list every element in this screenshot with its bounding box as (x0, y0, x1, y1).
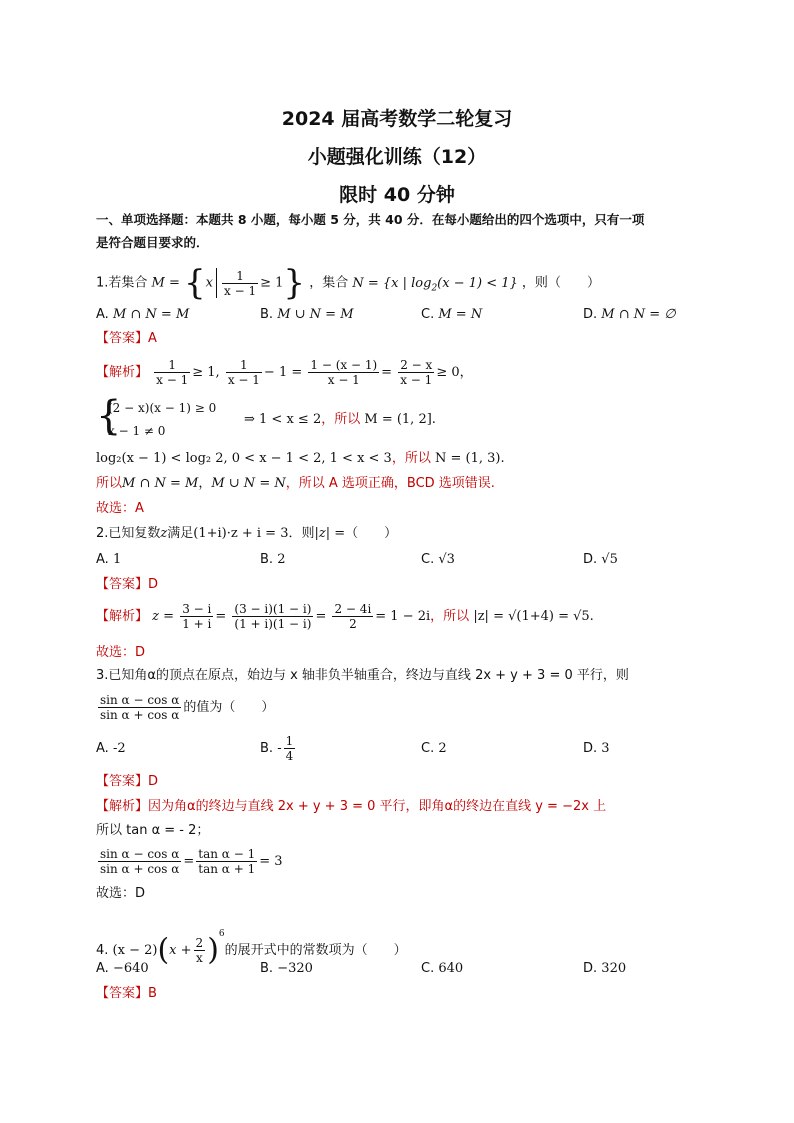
q2-choose: 故选：D (96, 645, 146, 660)
doc-title: 2024 届高考数学二轮复习 (281, 108, 513, 130)
system-eq2: x − 1 ≠ 0 (108, 424, 166, 438)
system-brace: { (96, 393, 122, 439)
q1-option-c[interactable]: C. M = N (421, 307, 483, 322)
q2-answer: 【答案】D (96, 577, 159, 592)
q1-answer: 【答案】A (96, 331, 157, 346)
q4-option-a[interactable]: A. −640 (96, 961, 149, 976)
q3-analysis-line2: 所以 tan α = - 2； (96, 823, 210, 838)
question-1: 1.若集合 M = {x $\frac{1}{x - 1}$ ≥ 1} ，集合 N = {x | $\log_2(x - 1) < 1$} ，则（ ） (96, 263, 600, 303)
q2-option-b[interactable]: B. 2 (260, 552, 286, 567)
q4-option-d[interactable]: D. 320 (583, 961, 627, 976)
section-heading-line2: 是符合题目要求的． (96, 235, 209, 250)
q2-option-a[interactable]: A. 1 (96, 552, 122, 567)
question-3-line2: $\frac{\text{sin α − cos α}}{\text{sin α + cos α}}$ 的值为（ ） (100, 693, 275, 722)
q4-option-b[interactable]: B. −320 (260, 961, 313, 976)
q3-option-c[interactable]: C. 2 (421, 741, 447, 756)
q3-option-a[interactable]: A. -2 (96, 741, 126, 756)
time-limit: 限时 40 分钟 (339, 184, 455, 206)
system-eq1: (2 − x)(x − 1) ≥ 0 (108, 401, 217, 415)
q3-option-d[interactable]: D. 3 (583, 741, 610, 756)
q1-analysis-line3: log₂(x − 1) < log₂ 2, 0 < x − 1 < 2, 1 < x < 3，所以 N = (1, 3). (96, 451, 505, 466)
q3-choose: 故选：D (96, 886, 146, 901)
set-n-def: N = {x | $\log_2(x - 1) < 1$} (352, 275, 518, 294)
q1-analysis-line4: 所以M ∩ N = M，M ∪ N = N，所以 A 选项正确，BCD 选项错误. (96, 476, 495, 491)
question-3-line1: 3.已知角α的顶点在原点，始边与 x 轴非负半轴重合，终边与直线 2x + y + 3 = 0 平行，则 (96, 668, 629, 683)
q1-option-a[interactable]: A. M ∩ N = M (96, 307, 190, 322)
question-2: 2.已知复数z满足(1+i)·z + i = 3．则|z| =（ ） (96, 526, 398, 541)
section-heading-line1: 一、单项选择题：本题共 8 小题，每小题 5 分，共 40 分．在每小题给出的四个选项中，只有一项 (96, 212, 645, 227)
q1-analysis-line2: ⇒ 1 < x ≤ 2，所以 M = (1, 2]. (244, 412, 436, 427)
question-4: 4. (x − 2)(x + $\frac{2}{x}$ )$^6$的展开式中的常数项为（ ） (96, 929, 407, 968)
q1-analysis-line1: 【解析】 $\frac{1}{x - 1}$ ≥ 1, $\frac{1}{x - 1}$ − 1 = $\frac{1 - (x - 1)}{x - 1}$ = $\frac{2 - x}{x - 1}$ ≥ 0， (96, 358, 473, 387)
set-m-def: M = (151, 275, 180, 291)
q1-option-b[interactable]: B. M ∪ N = M (260, 307, 354, 322)
q1-option-d[interactable]: D. M ∩ N = ∅ (583, 307, 676, 322)
q1-choose: 故选：A (96, 501, 144, 516)
q2-option-c[interactable]: C. √3 (421, 552, 455, 567)
q2-analysis: 【解析】 z = $\frac{3 - i}{1 + i}$ = $\frac{(3 - i)(1 - i)}{(1 + i)(1 - i)}$ = $\frac{2 - 4i}{2}$ = 1 − 2i，所以 |z| = √(1+4) = √5. (96, 602, 594, 631)
q3-answer: 【答案】D (96, 774, 159, 789)
doc-subtitle: 小题强化训练（12） (307, 146, 487, 168)
q4-option-c[interactable]: C. 640 (421, 961, 464, 976)
q4-answer: 【答案】B (96, 986, 157, 1001)
q3-analysis-line3: $\frac{\text{sin α − cos α}}{\text{sin α + cos α}}$ = $\frac{\text{tan α − 1}}{\text{tan α + 1}}$ = 3 (100, 847, 283, 876)
q3-analysis-line1: 【解析】因为角α的终边与直线 2x + y + 3 = 0 平行，即角α的终边在直线 y = −2x 上 (96, 799, 607, 814)
q3-option-b[interactable]: B. - $\frac{1}{4}$ (260, 734, 294, 763)
q2-option-d[interactable]: D. √5 (583, 552, 618, 567)
